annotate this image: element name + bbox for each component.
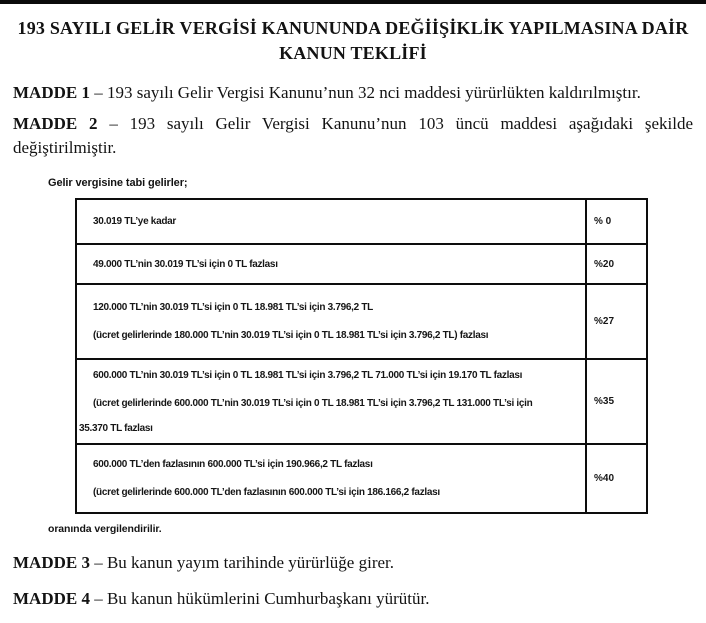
table-row — [77, 358, 646, 443]
rate-cell: %27 — [585, 285, 646, 358]
bracket-line: (ücret gelirlerinde 600.000 TL’nin 30.019 TL’si için 0 TL 18.981 TL’si için 3.796,2 TL 131.000 TL’si için — [93, 397, 533, 409]
tax-rate-table — [75, 198, 648, 514]
rate-cell: %40 — [585, 445, 646, 512]
bracket-description-cell — [77, 200, 585, 243]
bracket-description-cell — [77, 360, 585, 443]
article-madde-1 — [13, 81, 693, 105]
rate-cell: %20 — [585, 245, 646, 283]
bracket-line-continuation: 35.370 TL fazlası — [79, 422, 153, 434]
article-label: MADDE 3 — [13, 553, 90, 572]
top-rule — [0, 0, 706, 4]
bracket-line: 30.019 TL’ye kadar — [93, 216, 176, 227]
table-intro-text: Gelir vergisine tabi gelirler; — [48, 177, 188, 189]
article-madde-2 — [13, 112, 693, 160]
bracket-line: 120.000 TL’nin 30.019 TL’si için 0 TL 18.981 TL’si için 3.796,2 TL — [93, 302, 373, 313]
article-label: MADDE 4 — [13, 589, 90, 608]
table-row — [77, 200, 646, 243]
bracket-line: 49.000 TL’nin 30.019 TL’si için 0 TL fazlası — [93, 258, 278, 270]
title-line-2: KANUN TEKLİFİ — [279, 43, 427, 63]
article-separator: – — [94, 589, 103, 608]
article-madde-3 — [13, 551, 693, 575]
article-separator: – — [94, 83, 103, 102]
bracket-line: (ücret gelirlerinde 600.000 TL’den fazlasının 600.000 TL’si için 186.166,2 fazlası — [93, 487, 440, 498]
article-madde-4 — [13, 587, 693, 611]
article-text: Bu kanun yayım tarihinde yürürlüğe girer. — [106, 553, 395, 572]
bracket-description-cell — [77, 285, 585, 358]
bracket-line: 600.000 TL’den fazlasının 600.000 TL’si için 190.966,2 TL fazlası — [93, 459, 373, 470]
document-title — [13, 16, 693, 66]
table-outro-text: oranında vergilendirilir. — [48, 523, 162, 535]
article-text: 193 sayılı Gelir Vergisi Kanunu’nun 32 nci maddesi yürürlükten kaldırılmıştır. — [106, 83, 641, 102]
table-row — [77, 443, 646, 512]
article-text: 193 sayılı Gelir Vergisi Kanunu’nun 103 üncü maddesi aşağıdaki şekilde değiştirilmiştir. — [13, 114, 694, 157]
bracket-description-cell — [77, 445, 585, 512]
article-separator: – — [109, 114, 118, 133]
table-row — [77, 243, 646, 283]
bracket-line: 600.000 TL’nin 30.019 TL’si için 0 TL 18.981 TL’si için 3.796,2 TL 71.000 TL’si için 19.170 TL fazlası — [93, 369, 523, 381]
article-text: Bu kanun hükümlerini Cumhurbaşkanı yürütür. — [106, 589, 430, 608]
article-separator: – — [94, 553, 103, 572]
table-row — [77, 283, 646, 358]
bracket-description-cell — [77, 245, 585, 283]
rate-cell: %35 — [585, 360, 646, 443]
article-label: MADDE 1 — [13, 83, 90, 102]
rate-cell: % 0 — [585, 200, 646, 243]
bracket-line: (ücret gelirlerinde 180.000 TL’nin 30.019 TL’si için 0 TL 18.981 TL’si için 3.796,2 TL) fazlası — [93, 330, 489, 341]
article-label: MADDE 2 — [13, 114, 98, 133]
title-line-1: 193 SAYILI GELİR VERGİSİ KANUNUNDA DEĞİİŞİKLİK YAPILMASINA DAİR — [17, 18, 689, 38]
